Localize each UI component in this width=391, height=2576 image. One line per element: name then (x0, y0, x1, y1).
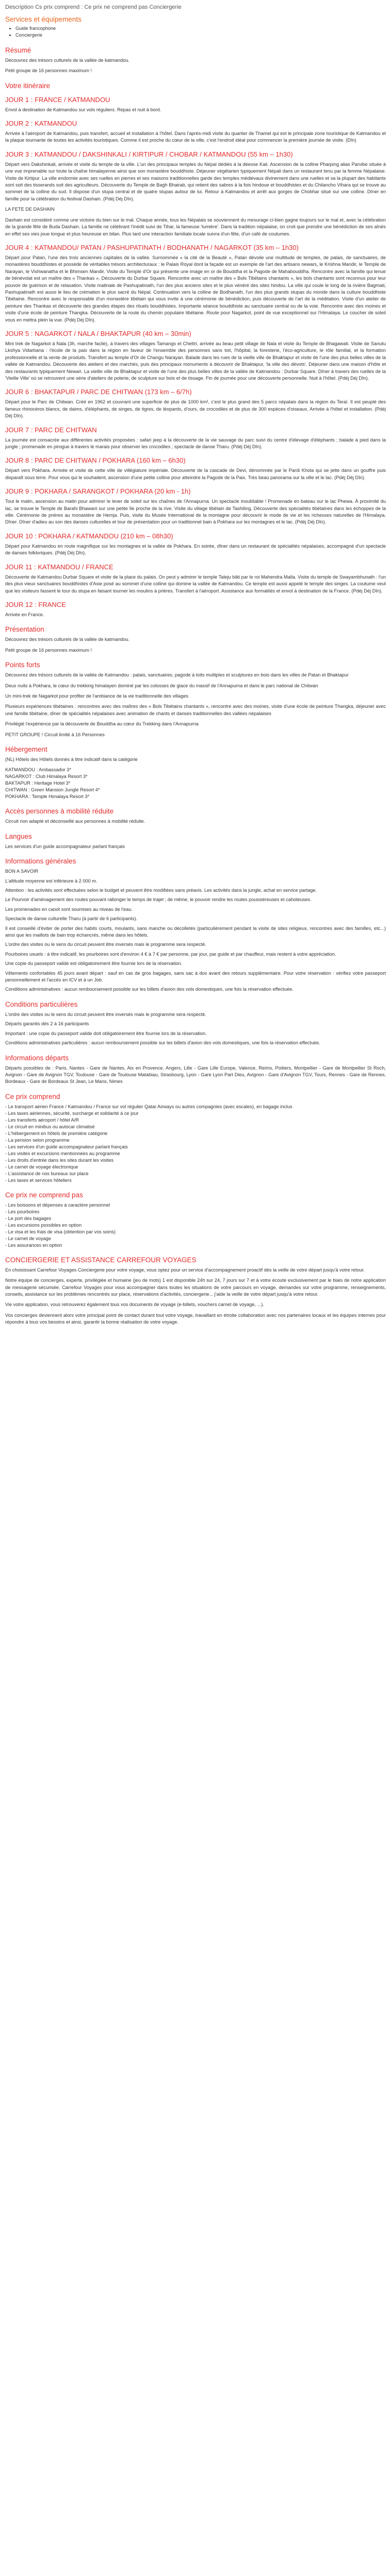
services-item: • Guide francophone (15, 25, 386, 32)
prix-item: - Les visites et excursions mentionnées au programme (5, 1150, 120, 1156)
prix-pas-item: - Le carnet de voyage (5, 1235, 51, 1241)
infos-text: Pourboires usuels : à titre indicatif, les pourboires sont d'environ 4 € à 7 € par personne, par jour, par guide et par chauffeur, mais restent à votre appréciation. (5, 951, 336, 957)
day-title: JOUR 9 : POKHARA / SARANGKOT / POKHARA (20 km - 1h) (5, 487, 191, 496)
langues-text: Les services d'un guide accompagnateur parlant français (5, 843, 125, 849)
points-forts-item: Découvrez des trésors culturels de la vallée de Katmandou : palais, sanctuaires, pagode à toits multiples et sculptures en bois dans les villes de Patan et Bhaktapur (5, 672, 349, 678)
infos-text: L'ordre des visites ou le sens du circuit peuvent être inversés mais le programme sera respecté. (5, 942, 206, 947)
conditions-text: L'ordre des visites ou le sens du circuit peuvent être inversés mais le programme sera respecté. (5, 1011, 206, 1017)
day-title: JOUR 8 : PARC DE CHITWAN / POKHARA (160 km – 6h30) (5, 456, 186, 465)
services-title: Services et équipements (5, 15, 82, 23)
prix-item: - Les transferts aéroport / hôtel A/R (5, 1117, 79, 1123)
presentation-text: Petit groupe de 16 personnes maximum ! (5, 647, 92, 653)
accessibility-title: Accès personnes à mobilité réduite (5, 807, 114, 816)
prix-pas-item: - Le port des bagages (5, 1215, 52, 1221)
infos-text: Une copie du passeport valide est obligatoirement être fournie lors de la réservation. (5, 961, 183, 967)
infos-text: Attention : les activités sont effectuées selon le budget et peuvent être modifiées sans préavis. Les activités dans la jungle, achat en service partage. (5, 888, 317, 893)
hotel-item: BAKTAPUR : Heritage Hotel 3* (5, 781, 71, 786)
conciergerie-text: En choisissant Carrefour Voyages Conciergerie pour votre voyage, vous optez pour un service d'accompagnement proactif dès la veille de votre départ jusqu'à votre retour. (5, 1267, 365, 1273)
conciergerie-text: Vie votre application, vous retrouverez également tous vos documents de voyage (e-billets, vouchers carnet de voyage, ...). (5, 1302, 264, 1308)
day-title: JOUR 1 : FRANCE / KATMANDOU (5, 95, 110, 104)
prix-pas-title: Ce prix ne comprend pas (5, 1191, 83, 1199)
prix-item: - L'assistance de nos bureaux sur place (5, 1171, 89, 1176)
infos-text: Les promenades en canot sont soumises au niveau de l'eau. (5, 906, 133, 912)
conciergerie-text: Vos concierges deviennent alors votre principal point de contact durant tout votre voyage, travaillant en étroite collaboration avec nos partenaires locaux et les équipes internes pour répondre à tous vos besoins et ainsi, garantir la bonne réalisation de votre voyage. (5, 1312, 386, 1325)
conditions-title: Conditions particulières (5, 1000, 78, 1008)
points-forts-item: Deux nuits à Pokhara, le cœur du trekking himalayen dominé par les colosses de glace du massif de l'Annapurna et dans le parc national de Chitwan (5, 683, 318, 688)
infos-departs-block (5, 1065, 386, 1086)
conditions-text: Départs garantis dès 2 à 16 participants (5, 1021, 89, 1027)
day-text: LA FETE DE DASHAIN (5, 207, 55, 212)
prix-pas-item: - Les boissons et dépenses à caractère personnel (5, 1202, 110, 1208)
points-forts-item: Plusieurs expériences tibétaines : rencontres avec des maîtres des « Bols Tibétains chantants », rencontre avec des moines, visite d'une école de peinture Thangka, déjeuner avec une famille tibétaine, dîner de spécialités népalaises avec animation de chants et danses traditionnelles des vallées népalaises (5, 704, 386, 716)
presentation-text: Découvrez des trésors culturels de la vallée de katmandou. (5, 637, 130, 642)
prix-item: - Le carnet de voyage électronique (5, 1164, 78, 1170)
day-title: JOUR 6 : BHAKTAPUR / PARC DE CHITWAN (173 km – 6/7h) (5, 388, 192, 396)
conciergerie-text: Notre équipe de concierges, experte, privilégiée et humaine (jeu de mots) 1 est disponible 24h sur 24, 7 jours sur 7 et à votre écoute exclusivement par le biais de notre application de messagerie sécurisée. Carrefour Voyages pour vous accompagner dans toutes les situations de votre parcours en voyage, demandes sur votre programme, renseignements, conseils, assistance sur les problèmes rencontrés sur place, réservations d'activités, conciergerie... j'aide la veille de votre départ jusqu'à votre retour. (5, 1278, 386, 1297)
infos-text: Conditions administratives : aucun remboursement possible sur les billets d'avion des vols domestiques, une fois la réservation effectuée. (5, 987, 294, 992)
infos-generales-block (5, 868, 386, 993)
infos-generales-title: Informations générales (5, 857, 76, 866)
day-title: JOUR 12 : FRANCE (5, 600, 66, 608)
day-text: Dashain est considéré comme une victoire du bien sur le mal. Chaque année, tous les Népalais se souviennent du mesurage ci-bien gagne toujours sur le mal et, avec la célébration de la grande fête de Buda Dashain. La famille ne célébrant l'inédit suivi de Tihar, la fameuse 'lumière'. Dans la tradition népalaise, on croit que prendre une bénédiction de ses aînés en effet ses vies joue longue et plus heureuse en bilan. Plus tard une interaction familiale locale suivra d'un fête, d'un café de coutumes. (5, 217, 386, 236)
prix-item: - Le transport aérien France / Katmandou / France sur vol régulier Qatar Airways ou autres compagnies (avec escales), en bagage inclus (5, 1104, 292, 1109)
prix-item: - Les taxes aériennes, sécurité, surcharge et solidarité à ce jour (5, 1110, 139, 1116)
infos-text: Le Pourvoir d'aménagement des routes pouvant rallonger le temps de trajet ; de même, le pouvoir rendre les routes poussiéreuses et cahoteuses. (5, 897, 312, 903)
infos-text: Spectacle de danse culturelle Tharu (à partir de 6 participants). (5, 916, 138, 922)
points-forts-item: Privilégié l'expérience par la découverte de Bouddha au cœur du Trekking dans l'Annapurna (5, 721, 199, 727)
day-text: Départ vers Dakshinkali, arrivée et visite du temple de la ville. L'un des principaux temples du Népal dédiés à la déesse Kali. Ascension de la colline Pharping alias Parvibe située à une vue imprenable sur toute la chaîne himalayenne ainsi que son monastère bouddhiste. Déjeuner végétarien typiquement Népali dans un restaurant tenu par la femme Népalaise. Visite de Kirtipur. La ville endormie avec ses ruelles en pierres et ses maisons traditionnelles garde des temples médiévaux divinement dans une ruelles et sa la plupart des habitants sont soit des tisserands soit des agriculteurs. Découverte du Temple de Bagh Bhairab, qui retient des sabres à la fois hindoue et bouddhistes et du Chilancho Vihara qui se trouve au sommet de la colline du sud. Il dispose d'un stupa central et de quatre stupas autour de lui. Retour à Katmandou et arrêt aux gorges de Chobhar situé sur une colline. Dîner en famille pour la célébration du festival Dashain. (Pdéj Déj Dîn). (5, 161, 386, 201)
prix-item: - Les services d'un guide accompagnateur parlant français (5, 1144, 128, 1149)
hotel-item: POKHARA : Temple Himalaya Resort 3* (5, 794, 90, 800)
day-text: Arrivée en France. (5, 612, 44, 617)
conditions-text: Important : une copie du passeport valide doit obligatoirement être fournie lors de la réservation. (5, 1030, 207, 1036)
day-title: JOUR 4 : KATMANDOU/ PATAN / PASHUPATINATH / BODHANATH / NAGARKOT (35 km – 1h30) (5, 243, 299, 251)
points-forts-item: Un mini-trek de Nagarkot pour profiter de l'ambiance de la vie traditionnelle des villages (5, 693, 189, 699)
day-title: JOUR 5 : NAGARKOT / NALA / BHAKTAPUR (40 km – 30min) (5, 329, 191, 337)
prix-pas-item: - Les pourboires (5, 1209, 40, 1214)
presentation-title: Présentation (5, 625, 44, 634)
langues-title: Langues (5, 832, 32, 840)
prix-item: - La pension selon programme (5, 1137, 70, 1143)
conciergerie-title: CONCIERGERIE ET ASSISTANCE CARREFOUR VOYAGES (5, 1256, 197, 1264)
hotel-item: NAGARKOT : Club Himalaya Resort 3* (5, 774, 88, 779)
hotel-item: KATMANDOU : Ambassador 3* (5, 767, 71, 773)
day-title: JOUR 3 : KATMANDOU / DAKSHINKALI / KIRTIPUR / CHOBAR / KATMANDOU (55 km – 1h30) (5, 150, 293, 158)
day-text: Envol à destination de Katmandou sur vols réguliers. Repas et nuit à bord. (5, 107, 161, 112)
prix-pas-item: - Les excursions possibles en option (5, 1222, 82, 1228)
resume-text: Découvrez des trésors culturels de la vallée de katmandou. (5, 57, 130, 63)
day-title: JOUR 10 : POKHARA / KATMANDOU (210 km – 08h30) (5, 532, 173, 540)
departs-text: Départs possibles de : Paris, Nantes - Gare de Nantes, Aix en Provence, Angers, Lille - Gare Lille Europe, Valence, Reims, Poitiers, Montpellier - Gare de Montpellier St Roch, Avignon - Gare de Avignon TGV, Toulouse - Gare de Toulouse Matabiau, Strasbourg, Lyon - Gare Lyon Part Dieu, Avignon - Gare d'Avignon TGV, Tours, Rennes - Gare de Rennes, Bordeaux - Gare de Bordeaux St Jean, Le Mans, Nimes (5, 1065, 386, 1084)
prix-item: - Les taxes et services hôteliers (5, 1177, 72, 1183)
prix-item: - L'hébergement en hôtels de première catégorie (5, 1130, 108, 1136)
infos-text: L'altitude moyenne est inférieure à 2 000 m. (5, 878, 97, 884)
breadcrumb: Description Cs prix comprend : Ce prix ne comprend pas Conciergerie (5, 4, 182, 10)
prix-pas-item: - Le visa et les frais de visa (obtention par vos soins) (5, 1229, 116, 1234)
prix-pas-item: - Les assurances en option (5, 1242, 62, 1248)
prix-item: - Le circuit en minibus ou autocar climatisé (5, 1124, 95, 1129)
prix-pas-list (5, 1202, 386, 1249)
infos-text: Il est conseillé d'éviter de porter des habits courts, moulants, sans manche ou décolletés (particulièrement pendant la visite de sites religieux, rencontres avec des familles, etc...) ainsi que les maillots de bain trop échancrés, même dans les hôtels. (5, 925, 386, 938)
conditions-block (5, 1011, 386, 1047)
conditions-text: Conditions administratives particulières : aucun remboursement possible sur les billets d'avion des vols domestiques, une fois la réservation effectuée. (5, 1040, 320, 1046)
day-text: Mini trek de Nagarkot à Nala (3h, marche facile), à travers des villages Tamangs et Chettri, arrivée au beau petit village de Nala et visite du Temple de Bhagawati. Visite de Sanutu Lkshya Vidarbana : l'école de la paix dans la région en faveur de l'ensemble des personnes sans toit, l'hôpital, la foresterie, l'éco-agriculture, le rôle familial, et la formation professionnelle et la vente de produits. Transfert au temple d'Or de Changu Narayan. Balade dans les rues de la vieille ville de Bhaktapur et visite de l'une des plus belles villes de la vallée de Katmandou. Découverte des ateliers et des marchés, puis des principaux monuments à découvrir de Bhaktapur, 'la ville des dévots'. Déjeuner dans une maison d'hôte et des restaurants typiquement Newari. La vieille ville de Bhaktapur et visite de l'une des plus belles villes de la vallée de Katmandou : Durbar Square. Dîner à travers des ruelles de la 'Vieille Ville' où se retrouvent une série d'ateliers de poterie, de sculpture sur bois et de tissage. Fin de journée pour une découverte personnelle. Nuit à l'hôtel. (Pdéj Déj Dîn). (5, 341, 386, 381)
hotel-list (5, 767, 386, 800)
itinerary-title: Votre itinéraire (5, 81, 51, 90)
hotel-item: CHITWAN : Green Mansion Jungle Resort 4* (5, 787, 100, 793)
resume-title: Résumé (5, 46, 31, 54)
services-list (5, 25, 386, 39)
day-text: Découverte de Katmandou Durbar Square et visite de la place du palais. On peut y admirer le temple Taleju bâti par le roi Mahendra Malla. Visite du temple de Swayambhunath : l'un des plus vieux sanctuaires bouddhistes d'Asie posé au sommet d'une colline qui domine la vallée de Katmandou. Ce temple est aussi appelé le temple des singes. La coutume veut que les visiteurs fassent le tour du stupa en faisant tourner les moulins à prières. Transfert à l'aéroport. Assistance aux formalités et envol à destination de la France. (Pdéj Déj Dîn). (5, 574, 386, 594)
prix-comprend-list (5, 1104, 386, 1184)
prix-item: - Les droits d'entrée dans les sites durant les visites (5, 1157, 114, 1163)
day-text: Tout le matin, ascension au matin pour admirer le lever de soleil sur les chaînes de l'Annapurna. Un spectacle inoubliable ! Promenade en bateau sur le lac Phewa. À proximité du lac, se trouve le Temple de Barahi Bhawani sur une petite île proche de la rive. Visite du village tibétain de Tashiling. Découverte des spécialités tibétaines dans les échoppes de la ville. Cérémonie de prières au monastère de Hemja. Puis, visite du Musée International de la montagne pour découvrir le mode de vie et les richesses naturelles de l'Himalaya. Dîner. Dîner d'adieu au son des danses culturelles et tour de présentation pour un traditionnel bain à Pokhara sur les montagnes et le lac. (Pdéj Déj Dîn). (5, 499, 386, 525)
day-text: Départ pour Katmandou en route magnifique sur les montagnes et la vallée de Pokhara. En soirée, dîner dans un restaurant de spécialités népalaises, accompagné d'un spectacle de danses folkloriques. (Pdéj Déj Dîn). (5, 543, 386, 556)
accessibility-text: Circuit non adapté et déconseillé aux personnes à mobilité réduite. (5, 819, 145, 824)
day-title: JOUR 11 : KATMANDOU / FRANCE (5, 563, 113, 571)
day-text: Départ pour Patan, l'une des trois anciennes capitales de la vallée. Surnommée « la cité de la Beauté », Patan dévoile une multitude de temples, de palais, de sanctuaires, de monastères bouddhistes et possède de véritables trésors architecturaux : le Palais Royal dont la façade est un exemple de l'art des artisans newars, le Krishna Mandir, le Temple de Narayan, le Vishwanatha et le Bhimsen Mandir. Visite du Temple d'Or qui présente une image en or de Bouddha et la Pagode de Mahabouddha. Rencontre avec la famille qui tenue de bénévolat est un maître des « Thankas ». Découverte du Durbar Square. Rencontre avec un maître des « Bols Tibétains chantants », les bols chantants sont reconnus pour leur pouvoir de guérison et de relaxation. Visite matinale de Pashupatinath, l'un des plus anciens sites et le plus vénéré des sites hindou. La ville qui coule le long de la rivière Bagmati, Pashupatinath est aussi le lieu de crémation le plus sacré du Népal. Continuation vers la colline de Bodhanath, l'un des plus grands stupas du monde dans la culture bouddhiste Tibétaine. Rencontre avec le responsable d'un monastère tibétain qui vous invite à une cérémonie de bénédiction, puis découverte de l'art de la méditation. Visite d'un atelier de peinture des Thankas et découverte des grandes étapes des rituels bouddhistes. Importante séance bouddhiste au sanctuaire central ou de la voie. Rencontre avec des moines et visite d'une école de peinture Thangka. Découverte de la route du chemin populaire tibétaine. Route pour Nagarkot, point de vue exceptionnel sur l'Himalaya. Le coucher de soleil vous en mettra plein la vue. (Pdéj Déj Dîn). (5, 255, 386, 323)
hebergement-title: Hébergement (5, 745, 47, 753)
day-text: Arrivée à l'aéroport de Katmandou, puis transfert, accueil et installation à l'hôtel. Dans l'après-midi visite du quartier de Thamel qui est le principale zone touristique de Katmandou et la plaque tournante de toutes les activités touristiques. Comme il est proche du cœur de la ville, c'est l'endroit idéal pour commencer la première journée de visite. (Dîn) (5, 131, 386, 143)
day-title: JOUR 7 : PARC DE CHITWAN (5, 426, 97, 434)
points-forts-title: Points forts (5, 661, 40, 669)
infos-departs-title: Informations départs (5, 1054, 69, 1062)
resume-text: Petit groupe de 16 personnes maximum ! (5, 68, 92, 74)
points-forts-list (5, 672, 386, 738)
day-title: JOUR 2 : KATMANDOU (5, 120, 77, 128)
points-forts-item: PETIT GROUPE ! Circuit limité à 16 Personnes (5, 732, 105, 737)
hebergement-intro: (NL) Hôtels des Hôtels donnés à titre indicatif dans la catégorie (5, 756, 138, 762)
day-text: Départ pour le Parc de Chitwan. Créé en 1962 et couvrant une superficie de plus de 1000 km², c'est le plus grand des 5 parcs népalais dans la région du Teraï. Il est peuplé des fameux rhinocéros blancs, de daims, d'éléphants, de singes, de tigres, de léopards, d'ours, de crocodiles et de plus de 300 espèces d'oiseaux. Arrivée à l'hôtel et installation. (Pdéj Déj Dîn). (5, 399, 386, 419)
services-item: • Conciergerie (15, 32, 386, 39)
infos-text: BON A SAVOIR (5, 869, 39, 874)
day-text: Départ vers Pokhara. Arrivée et visite de cette ville de villégiature impériale. Découverte de la cascade de Devi, dénommée par le Pardi Khola qui se jette dans un gouffre puis disparaît sous terre. Pour vous qui le souhaitent, ascension d'une petite colline pour atteindre la Pagode de la Paix. Très beau panorama sur la ville et le lac. (Pdéj Déj Dîn). (5, 468, 386, 480)
infos-text: Vêtements confortables 45 jours avant départ : sauf en cas de gros bagages, sans sac à dos avant des retours supplémentaire. Pour votre réservation : vérifiez votre passeport personnellement et l'accès en ICV et à un Job. (5, 970, 386, 983)
prix-comprend-title: Ce prix comprend (5, 1092, 60, 1100)
day-text: La journée est consacrée aux différentes activités proposées : safari jeep à la découverte de la vie sauvage du parc suivi du centre d'élevage d'éléphants ; balade à pied dans la jungle ; promenade en pirogue à travers le marais pour observer les crocodiles ; spectacle de danse Tharu. (Pdéj Déj Dîn). (5, 437, 386, 450)
